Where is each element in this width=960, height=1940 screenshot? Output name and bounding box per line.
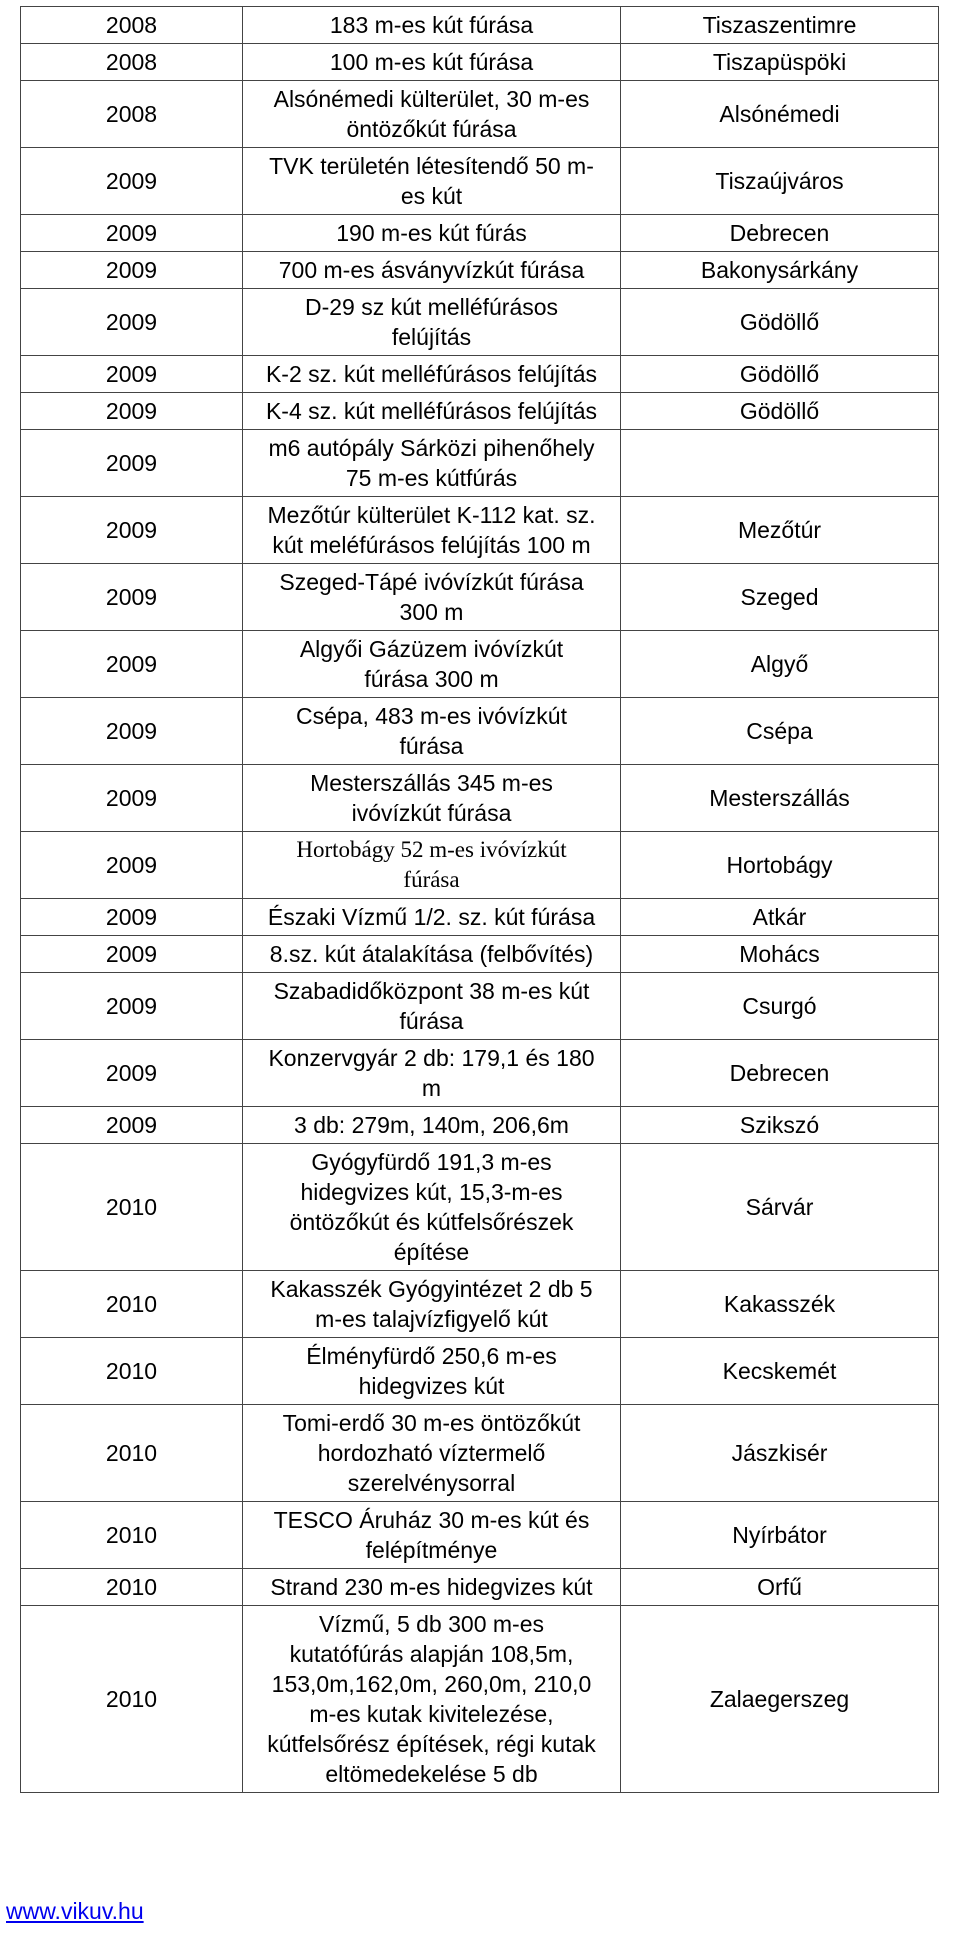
location-cell: Debrecen <box>621 215 939 252</box>
location-cell: Atkár <box>621 899 939 936</box>
table-row <box>21 631 939 698</box>
year-cell: 2009 <box>21 936 243 973</box>
year-cell: 2009 <box>21 497 243 564</box>
table-row <box>21 497 939 564</box>
year-cell: 2009 <box>21 393 243 430</box>
year-cell: 2009 <box>21 430 243 497</box>
description-cell: TVK területén létesítendő 50 m- es kút <box>243 148 621 215</box>
year-cell: 2010 <box>21 1569 243 1606</box>
table-row <box>21 7 939 44</box>
location-cell <box>621 430 939 497</box>
year-cell: 2010 <box>21 1271 243 1338</box>
table-row <box>21 44 939 81</box>
location-cell: Gödöllő <box>621 289 939 356</box>
location-cell: Nyírbátor <box>621 1502 939 1569</box>
description-cell: Hortobágy 52 m-es ivóvízkút fúrása <box>243 832 621 899</box>
table-row <box>21 1569 939 1606</box>
table-row <box>21 1271 939 1338</box>
year-cell: 2008 <box>21 7 243 44</box>
location-cell: Csurgó <box>621 973 939 1040</box>
year-cell: 2010 <box>21 1502 243 1569</box>
location-cell: Alsónémedi <box>621 81 939 148</box>
table-row <box>21 765 939 832</box>
location-cell: Mohács <box>621 936 939 973</box>
year-cell: 2009 <box>21 564 243 631</box>
table-row <box>21 973 939 1040</box>
table-row <box>21 698 939 765</box>
location-cell: Tiszaszentimre <box>621 7 939 44</box>
location-cell: Sárvár <box>621 1144 939 1271</box>
description-cell: Tomi-erdő 30 m-es öntözőkút hordozható víztermelő szerelvénysorral <box>243 1405 621 1502</box>
location-cell: Jászkisér <box>621 1405 939 1502</box>
location-cell: Csépa <box>621 698 939 765</box>
location-cell: Algyő <box>621 631 939 698</box>
year-cell: 2009 <box>21 356 243 393</box>
description-cell: Élményfürdő 250,6 m-es hidegvizes kút <box>243 1338 621 1405</box>
table-row <box>21 832 939 899</box>
description-cell: D-29 sz kút melléfúrásos felújítás <box>243 289 621 356</box>
table-row <box>21 289 939 356</box>
description-cell: 190 m-es kút fúrás <box>243 215 621 252</box>
description-cell: Szeged-Tápé ivóvízkút fúrása 300 m <box>243 564 621 631</box>
location-cell: Bakonysárkány <box>621 252 939 289</box>
description-cell: 183 m-es kút fúrása <box>243 7 621 44</box>
table-row <box>21 252 939 289</box>
description-cell: K-4 sz. kút melléfúrásos felújítás <box>243 393 621 430</box>
description-cell: TESCO Áruház 30 m-es kút és felépítménye <box>243 1502 621 1569</box>
wells-table <box>20 6 939 1793</box>
year-cell: 2010 <box>21 1405 243 1502</box>
year-cell: 2009 <box>21 899 243 936</box>
table-row <box>21 1040 939 1107</box>
description-cell: Szabadidőközpont 38 m-es kút fúrása <box>243 973 621 1040</box>
location-cell: Mezőtúr <box>621 497 939 564</box>
description-cell: Kakasszék Gyógyintézet 2 db 5 m-es talajvízfigyelő kút <box>243 1271 621 1338</box>
description-cell: Vízmű, 5 db 300 m-es kutatófúrás alapján 108,5m, 153,0m,162,0m, 260,0m, 210,0 m-es kutak kivitelezése, kútfelsőrész építések, régi kutak eltömedekelése 5 db <box>243 1606 621 1793</box>
location-cell: Szikszó <box>621 1107 939 1144</box>
year-cell: 2009 <box>21 148 243 215</box>
year-cell: 2009 <box>21 631 243 698</box>
table-row <box>21 1405 939 1502</box>
year-cell: 2010 <box>21 1606 243 1793</box>
year-cell: 2009 <box>21 765 243 832</box>
table-row <box>21 1606 939 1793</box>
location-cell: Tiszapüspöki <box>621 44 939 81</box>
location-cell: Tiszaújváros <box>621 148 939 215</box>
description-cell: 8.sz. kút átalakítása (felbővítés) <box>243 936 621 973</box>
year-cell: 2009 <box>21 1040 243 1107</box>
location-cell: Kakasszék <box>621 1271 939 1338</box>
year-cell: 2010 <box>21 1144 243 1271</box>
table-row <box>21 1502 939 1569</box>
location-cell: Hortobágy <box>621 832 939 899</box>
location-cell: Orfű <box>621 1569 939 1606</box>
description-cell: Alsónémedi külterület, 30 m-es öntözőkút fúrása <box>243 81 621 148</box>
location-cell: Debrecen <box>621 1040 939 1107</box>
description-cell: Északi Vízmű 1/2. sz. kút fúrása <box>243 899 621 936</box>
year-cell: 2009 <box>21 832 243 899</box>
table-row <box>21 430 939 497</box>
footer-website-link[interactable]: www.vikuv.hu <box>6 1898 144 1924</box>
location-cell: Gödöllő <box>621 393 939 430</box>
description-cell: Mezőtúr külterület K-112 kat. sz. kút meléfúrásos felújítás 100 m <box>243 497 621 564</box>
table-row <box>21 1107 939 1144</box>
table-row <box>21 81 939 148</box>
year-cell: 2010 <box>21 1338 243 1405</box>
description-cell: 700 m-es ásványvízkút fúrása <box>243 252 621 289</box>
table-row <box>21 1144 939 1271</box>
year-cell: 2008 <box>21 44 243 81</box>
table-row <box>21 215 939 252</box>
year-cell: 2009 <box>21 215 243 252</box>
year-cell: 2009 <box>21 289 243 356</box>
table-row <box>21 899 939 936</box>
description-cell: Strand 230 m-es hidegvizes kút <box>243 1569 621 1606</box>
location-cell: Kecskemét <box>621 1338 939 1405</box>
table-row <box>21 936 939 973</box>
location-cell: Szeged <box>621 564 939 631</box>
description-cell: Algyői Gázüzem ivóvízkút fúrása 300 m <box>243 631 621 698</box>
table-row <box>21 564 939 631</box>
description-cell: K-2 sz. kút melléfúrásos felújítás <box>243 356 621 393</box>
description-cell: Gyógyfürdő 191,3 m-es hidegvizes kút, 15,3-m-es öntözőkút és kútfelsőrészek építése <box>243 1144 621 1271</box>
table-row <box>21 356 939 393</box>
table-row <box>21 1338 939 1405</box>
description-cell: Mesterszállás 345 m-es ivóvízkút fúrása <box>243 765 621 832</box>
description-cell: Konzervgyár 2 db: 179,1 és 180 m <box>243 1040 621 1107</box>
description-cell: 3 db: 279m, 140m, 206,6m <box>243 1107 621 1144</box>
location-cell: Mesterszállás <box>621 765 939 832</box>
year-cell: 2009 <box>21 698 243 765</box>
description-cell: Csépa, 483 m-es ivóvízkút fúrása <box>243 698 621 765</box>
description-cell: m6 autópály Sárközi pihenőhely 75 m-es kútfúrás <box>243 430 621 497</box>
year-cell: 2009 <box>21 973 243 1040</box>
year-cell: 2009 <box>21 1107 243 1144</box>
description-cell: 100 m-es kút fúrása <box>243 44 621 81</box>
table-row <box>21 393 939 430</box>
location-cell: Gödöllő <box>621 356 939 393</box>
table-body <box>21 7 939 1793</box>
location-cell: Zalaegerszeg <box>621 1606 939 1793</box>
year-cell: 2008 <box>21 81 243 148</box>
year-cell: 2009 <box>21 252 243 289</box>
table-row <box>21 148 939 215</box>
